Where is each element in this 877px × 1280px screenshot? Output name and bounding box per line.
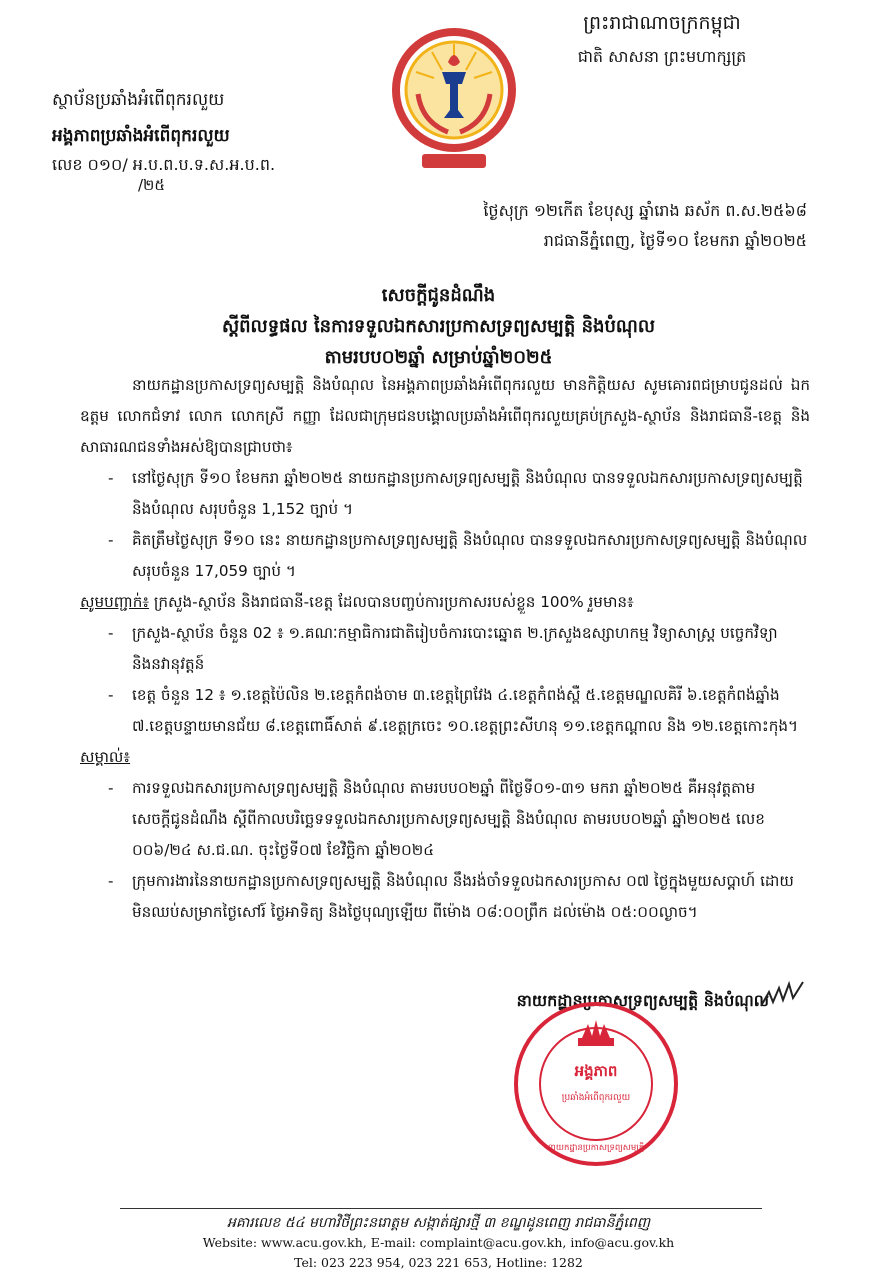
seal-ring-text: ប្រឆាំងអំពើពុករលួយ [561,1093,631,1103]
seal-center-text: អង្គភាព [574,1062,618,1080]
signature-scribble [759,978,805,1014]
footer [0,1213,877,1273]
title-line-2: ស្ដីពីលទ្ធផល នៃការទទួលឯកសារប្រកាសទ្រព្យសម្បត្តិ និងបំណុល [221,316,655,337]
notes-list [80,773,810,928]
confirm-line [80,587,810,618]
reference-number: លេខ ០១០/ អ.ប.ព.ប.ទ.ស.អ.ប.ព. [52,155,276,174]
list-item: - គិតត្រឹមថ្ងៃសុក្រ ទី១០ នេះ នាយកដ្ឋានប្រកាសទ្រព្យសម្បត្តិ និងបំណុល បានទទួលឯកសារប្រកាសទ្រព្យសម្បត្តិ និងបំណុល សរុបចំនួន 17,059 ច្បាប់ ។ [80,525,810,587]
notice-title [0,280,877,373]
acu-emblem-logo [392,14,516,178]
footer-contacts: Website: www.acu.gov.kh, E-mail: complaint@acu.gov.kh, info@acu.gov.kh [202,1235,675,1250]
results-list [80,463,810,587]
signing-department: នាយកដ្ឋានប្រកាសទ្រព្យសម្បត្តិ និងបំណុល [516,991,769,1010]
list-item: - ខេត្ត ចំនួន 12 ៖ ១.ខេត្តប៉ៃលិន ២.ខេត្តកំពង់ចាម ៣.ខេត្តព្រៃវែង ៤.ខេត្តកំពង់ស្ពឺ ៥.ខេត្តមណ្ឌលគិរី ៦.ខេត្តកំពង់ឆ្នាំង ៧.ខេត្តបន្ទាយមានជ័យ ៨.ខេត្តពោធិ៍សាត់ ៩.ខេត្តក្រចេះ ១០.ខេត្តព្រះសីហនុ ១១.ខេត្តកណ្ដាល និង ១២.ខេត្តកោះកុង។ [80,680,810,742]
list-item: - ក្រុមការងារនៃនាយកដ្ឋានប្រកាសទ្រព្យសម្បត្តិ និងបំណុល នឹងរង់ចាំទទួលឯកសារប្រកាស ០៧ ថ្ងៃក្នុងមួយសប្ដាហ៍ ដោយមិនឈប់សម្រាកថ្ងៃសៅរ៍ ថ្ងៃអាទិត្យ និងថ្ងៃបុណ្យឡើយ ពីម៉ោង ០៨:០០ព្រឹក ដល់ម៉ោង ០៥:០០ល្ងាច។ [80,866,810,928]
agency-name: អង្គភាពប្រឆាំងអំពើពុករលួយ [52,126,230,146]
completed-institutions-list [80,618,810,742]
institution-name: ស្ថាប័នប្រឆាំងអំពើពុករលួយ [52,90,225,110]
notice-body [80,370,810,928]
footer-divider [120,1208,762,1209]
title-line-1: សេចក្ដីជូនដំណឹង [381,285,496,306]
footer-phones: Tel: 023 223 954, 023 221 653, Hotline: 1282 [294,1255,583,1270]
national-motto: ជាតិ សាសនា ព្រះមហាក្សត្រ [577,47,747,66]
lunar-date: ថ្ងៃសុក្រ ១២កើត ខែបុស្ស ឆ្នាំរោង ឆស័ក ព.ស.២៥៦៨ [483,201,807,220]
document-dates [483,196,807,256]
solar-date: រាជធានីភ្នំពេញ, ថ្ងៃទី១០ ខែមករា ឆ្នាំ២០២៥ [543,231,807,250]
reference-suffix: /២៥ [138,176,166,194]
list-item: - នៅថ្ងៃសុក្រ ទី១០ ខែមករា ឆ្នាំ២០២៥ នាយកដ្ឋានប្រកាសទ្រព្យសម្បត្តិ និងបំណុល បានទទួលឯកសារប្រកាសទ្រព្យសម្បត្តិ និងបំណុល សរុបចំនួន 1,152 ច្បាប់ ។ [80,463,810,525]
footer-address: អគារលេខ ៥៤ មហាវិថីព្រះនរោត្តម សង្កាត់ផ្សារថ្មី ៣ ខណ្ឌដូនពេញ រាជធានីភ្នំពេញ [226,1215,651,1231]
intro-paragraph: នាយកដ្ឋានប្រកាសទ្រព្យសម្បត្តិ និងបំណុល នៃអង្គភាពប្រឆាំងអំពើពុករលួយ មានកិត្តិយស សូមគោរពជម្រាបជូនដល់ ឯកឧត្តម លោកជំទាវ លោក លោកស្រី កញ្ញា ដែលជាក្រុមជនបង្គោលប្រឆាំងអំពើពុករលួយគ្រប់ក្រសួង-ស្ថាប័ន និងរាជធានី-ខេត្ត និងសាធារណជនទាំងអស់ឱ្យបានជ្រាបថា៖ [80,376,810,456]
list-item: - ការទទួលឯកសារប្រកាសទ្រព្យសម្បត្តិ និងបំណុល តាមរបប០២ឆ្នាំ ពីថ្ងៃទី០១-៣១ មករា ឆ្នាំ២០២៥ គឺអនុវត្តតាមសេចក្ដីជូនដំណឹង ស្ដីពីកាលបរិច្ឆេទទទួលឯកសារប្រកាសទ្រព្យសម្បត្តិ និងបំណុល តាមរបប០២ឆ្នាំ ឆ្នាំ២០២៥ លេខ ០០៦/២៤ ស.ជ.ណ. ចុះថ្ងៃទី០៧ ខែវិច្ឆិកា ឆ្នាំ២០២៤ [80,773,810,866]
issuing-agency [52,82,352,154]
confirm-label: សូមបញ្ជាក់៖ [80,593,150,611]
kingdom-title: ព្រះរាជាណាចក្រកម្ពុជា [583,12,741,34]
confirm-text: ក្រសួង-ស្ថាប័ន និងរាជធានី-ខេត្ត ដែលបានបញ្ចប់ការប្រកាសរបស់ខ្លួន 100% រួមមាន៖ [149,593,634,611]
official-seal [512,1000,680,1168]
title-line-3: តាមរបប០២ឆ្នាំ សម្រាប់ឆ្នាំ២០២៥ [324,347,553,368]
note-label: សម្គាល់៖ [80,748,131,766]
kingdom-header [547,6,777,74]
seal-sub-text: នាយកដ្ឋានប្រកាសទ្រព្យសម្បត្តិ [547,1143,645,1153]
list-item: - ក្រសួង-ស្ថាប័ន ចំនួន 02 ៖ ១.គណៈកម្មាធិការជាតិរៀបចំការបោះឆ្នោត ២.ក្រសួងឧស្សាហកម្ម វិទ្យាសាស្ត្រ បច្ចេកវិទ្យា និងនវានុវត្តន៍ [80,618,810,680]
